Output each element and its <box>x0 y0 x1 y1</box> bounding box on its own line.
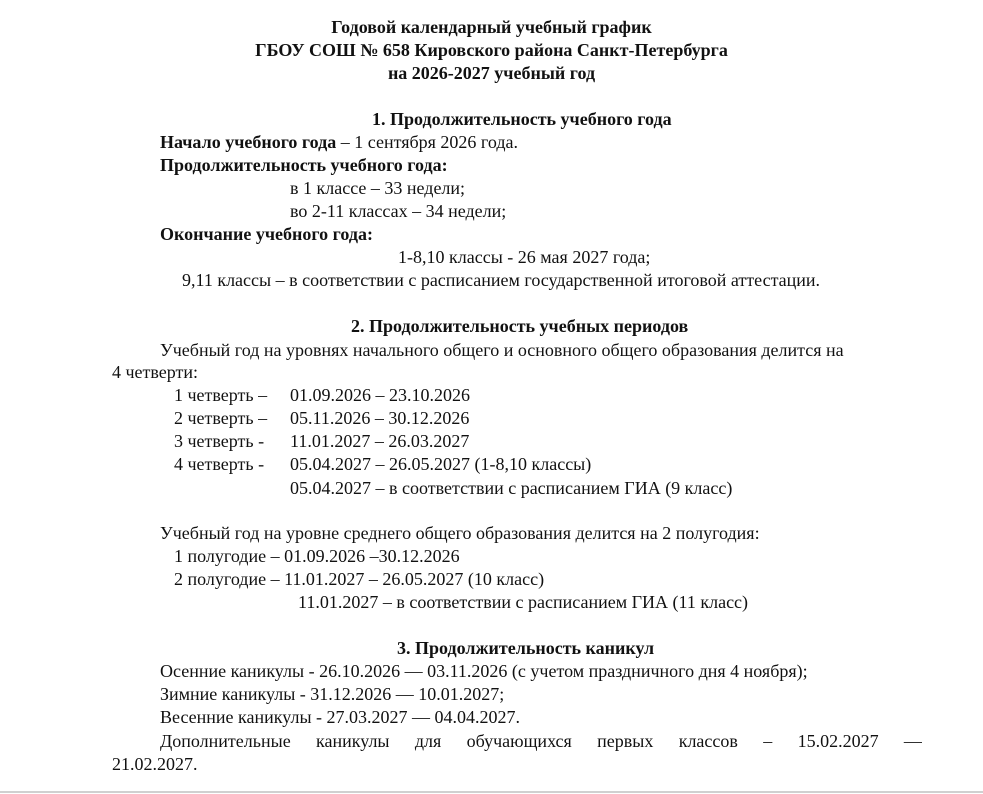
academic-year: на 2026-2027 учебный год <box>387 63 596 83</box>
word: обучающихся <box>466 731 572 751</box>
duration-grades-2-11: во 2-11 классах – 34 недели; <box>290 201 507 221</box>
quarter-1-dates: 01.09.2026 – 23.10.2026 <box>290 385 470 405</box>
quarter-4-label: 4 четверть - <box>174 454 265 474</box>
additional-holidays-line-1 <box>160 730 922 752</box>
quarter-2-dates: 05.11.2026 – 30.12.2026 <box>290 408 470 428</box>
section-2-title: 2. Продолжительность учебных периодов <box>351 316 689 336</box>
duration-grade-1: в 1 классе – 33 недели; <box>290 178 466 198</box>
quarter-4-grade-9-dates: 05.04.2027 – в соответствии с расписанием ГИА (9 класс) <box>290 478 733 498</box>
word: первых <box>597 731 654 751</box>
year-end-grades-1-8-10: 1-8,10 классы - 26 мая 2027 года; <box>398 247 651 267</box>
word: 15.02.2027 <box>797 731 879 751</box>
word: классов <box>678 731 738 751</box>
quarter-3-label: 3 четверть - <box>174 431 265 451</box>
semesters-intro: Учебный год на уровне среднего общего образования делится на 2 полугодия: <box>160 523 760 543</box>
word: — <box>903 731 922 751</box>
additional-holidays-line-2: 21.02.2027. <box>112 754 198 774</box>
section-1-title: 1. Продолжительность учебного года <box>372 109 672 129</box>
section-3-title: 3. Продолжительность каникул <box>397 638 655 658</box>
quarter-1-label: 1 четверть – <box>174 385 268 405</box>
document-title: Годовой календарный учебный график <box>331 17 652 37</box>
year-start-label: Начало учебного года <box>160 132 337 152</box>
semester-2-grade-11-dates: 11.01.2027 – в соответствии с расписанием ГИА (11 класс) <box>298 592 749 612</box>
winter-holidays: Зимние каникулы - 31.12.2026 — 10.01.2027; <box>160 684 505 704</box>
year-start <box>160 131 518 153</box>
semester-2: 2 полугодие – 11.01.2027 – 26.05.2027 (10 класс) <box>174 569 545 589</box>
quarter-4-dates: 05.04.2027 – 26.05.2027 (1-8,10 классы) <box>290 454 592 474</box>
word: каникулы <box>316 731 390 751</box>
year-end-grades-9-11: 9,11 классы – в соответствии с расписанием государственной итоговой аттестации. <box>182 270 821 290</box>
quarter-2-label: 2 четверть – <box>174 408 268 428</box>
spring-holidays: Весенние каникулы - 27.03.2027 — 04.04.2027. <box>160 707 521 727</box>
word: – <box>763 731 773 751</box>
autumn-holidays: Осенние каникулы - 26.10.2026 — 03.11.2026 (с учетом праздничного дня 4 ноября); <box>160 661 808 681</box>
duration-label: Продолжительность учебного года: <box>160 155 448 175</box>
quarters-intro-line-2: 4 четверти: <box>112 362 199 382</box>
semester-1: 1 полугодие – 01.09.2026 –30.12.2026 <box>174 546 460 566</box>
school-name: ГБОУ СОШ № 658 Кировского района Санкт-Петербурга <box>255 40 728 60</box>
page-bottom-edge <box>0 791 983 793</box>
year-end-label: Окончание учебного года: <box>160 224 373 244</box>
word: Дополнительные <box>160 731 291 751</box>
year-start-value: – 1 сентября 2026 года. <box>336 132 518 152</box>
quarters-intro-line-1: Учебный год на уровнях начального общего и основного общего образования делится на <box>160 340 844 360</box>
word: для <box>414 731 442 751</box>
quarter-3-dates: 11.01.2027 – 26.03.2027 <box>290 431 470 451</box>
